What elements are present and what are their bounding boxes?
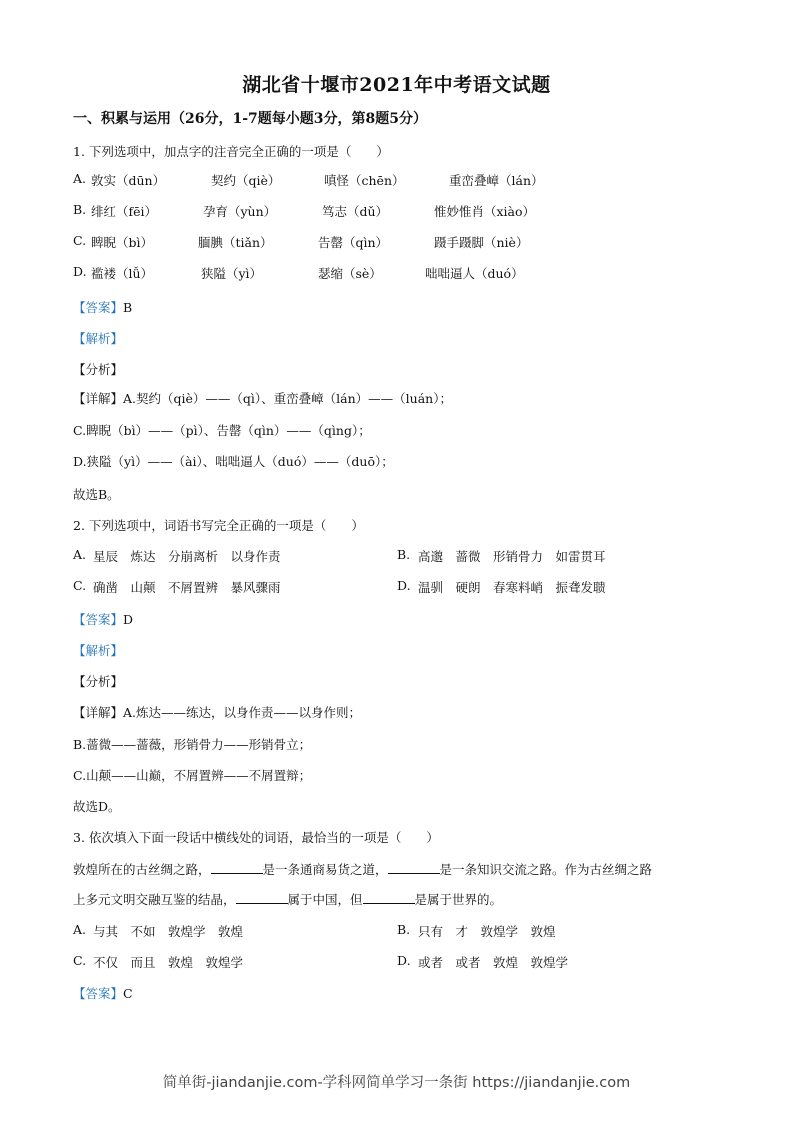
option-text: 只有 才 敦煌学 敦煌	[418, 924, 556, 939]
detail-text: A.契约（qiè）——（qì）、重峦叠嶂（lán）——（luán）；	[123, 391, 452, 406]
answer-tag: 【答案】	[73, 612, 124, 627]
option-text: 不仅 而且 敦煌 敦煌学	[93, 955, 244, 970]
q1-fenxi: 【分析】	[73, 362, 124, 377]
option-item: 笃志（dǔ）	[322, 204, 389, 219]
option-item: 重峦叠嶂（lán）	[449, 173, 544, 188]
option-label: C.	[73, 578, 87, 593]
option-text: 与其 不如 敦煌学 敦煌	[93, 924, 244, 939]
option-label: C.	[73, 953, 87, 968]
passage-text: 是一条知识交流之路。作为古丝绸之路	[439, 862, 653, 877]
option-label: B.	[73, 202, 87, 217]
q1-detail-2: C.睥睨（bì）——（pì）、告罄（qìn）——（qìng）；	[73, 423, 371, 438]
q2-analysis-tag: 【解析】	[73, 643, 124, 658]
answer-tag: 【答案】	[73, 300, 124, 315]
option-text: 星辰 炼达 分崩离析 以身作责	[93, 549, 281, 564]
option-text: 高邈 蔷微 形销骨力 如雷贯耳	[418, 549, 606, 564]
fill-blank	[388, 872, 440, 874]
q2-conclusion: 故选D。	[73, 799, 121, 814]
q2-detail-3: C.山颠——山巅，不屑置辨——不屑置辩；	[73, 768, 312, 783]
q2-detail-1	[73, 703, 361, 721]
option-item: 敦实（dūn）	[91, 173, 166, 188]
option-text: 确凿 山颠 不屑置辨 暴风骤雨	[93, 580, 281, 595]
passage-text: 属于中国，但	[287, 892, 363, 907]
option-item: 狭隘（yì）	[201, 266, 263, 281]
q2-detail-2: B.蔷微——蔷薇，形销骨力——形销骨立；	[73, 737, 312, 752]
q1-stem: 1. 下列选项中，加点字的注音完全正确的一项是（ ）	[73, 144, 389, 159]
answer-tag: 【答案】	[73, 986, 124, 1001]
option-item: 咄咄逼人（duó）	[425, 266, 524, 281]
q3-passage-line-1	[73, 860, 652, 878]
passage-text: 敦煌所在的古丝绸之路，	[73, 862, 211, 877]
option-label: D.	[397, 578, 411, 593]
option-item: 孕育（yùn）	[203, 204, 277, 219]
q3-answer	[73, 984, 133, 1002]
option-item: 瑟缩（sè）	[318, 266, 382, 281]
q1-detail-3: D.狭隘（yì）——（ài）、咄咄逼人（duó）——（duō）；	[73, 454, 394, 469]
option-item: 睥睨（bì）	[91, 235, 153, 250]
page-title: 湖北省十堰市2021年中考语文试题	[242, 74, 551, 96]
option-item: 蹑手蹑脚（niè）	[434, 235, 529, 250]
answer-value: C	[123, 986, 133, 1001]
q1-conclusion: 故选B。	[73, 487, 120, 502]
q2-stem: 2. 下列选项中，词语书写完全正确的一项是（ ）	[73, 518, 364, 533]
fill-blank	[211, 872, 263, 874]
q1-answer	[73, 298, 132, 316]
passage-text: 上多元文明交融互鉴的结晶，	[73, 892, 236, 907]
detail-text: A.炼达——练达，以身作责——以身作则；	[123, 705, 362, 720]
option-item: 褴褛（lǚ）	[91, 266, 154, 281]
option-label: D.	[397, 953, 411, 968]
passage-text: 是一条通商易货之道，	[262, 862, 388, 877]
q3-passage-line-2	[73, 890, 502, 908]
q3-stem: 3. 依次填入下面一段话中横线处的词语，最恰当的一项是（ ）	[73, 830, 439, 845]
option-item: 惟妙惟肖（xiào）	[434, 204, 536, 219]
option-label: B.	[397, 547, 411, 562]
option-item: 绯红（fēi）	[91, 204, 158, 219]
q2-answer	[73, 610, 133, 628]
fill-blank	[236, 902, 288, 904]
section-heading: 一、积累与运用（26分，1-7题每小题3分，第8题5分）	[73, 111, 427, 127]
q2-fenxi: 【分析】	[73, 674, 124, 689]
detail-tag: 【详解】	[73, 391, 124, 406]
page-footer: 简单街-jiandanjie.com-学科网简单学习一条街 https://jiandanjie.com	[162, 1075, 631, 1091]
option-item: 嗔怪（chēn）	[324, 173, 405, 188]
option-label: A.	[73, 171, 87, 186]
detail-tag: 【详解】	[73, 705, 124, 720]
option-label: A.	[73, 922, 87, 937]
q1-analysis-tag: 【解析】	[73, 331, 124, 346]
option-text: 温驯 硬朗 春寒料峭 振聋发聩	[418, 580, 606, 595]
option-label: B.	[397, 922, 411, 937]
answer-value: D	[123, 612, 134, 627]
option-item: 告罄（qìn）	[318, 235, 389, 250]
q1-detail-1	[73, 389, 452, 407]
passage-text: 是属于世界的。	[414, 892, 503, 907]
option-label: C.	[73, 233, 87, 248]
option-item: 腼腆（tiǎn）	[198, 235, 273, 250]
option-text: 或者 或者 敦煌 敦煌学	[418, 955, 569, 970]
fill-blank	[363, 902, 415, 904]
option-label: D.	[73, 264, 87, 279]
option-label: A.	[73, 547, 87, 562]
option-item: 契约（qiè）	[211, 173, 281, 188]
answer-value: B	[123, 300, 133, 315]
